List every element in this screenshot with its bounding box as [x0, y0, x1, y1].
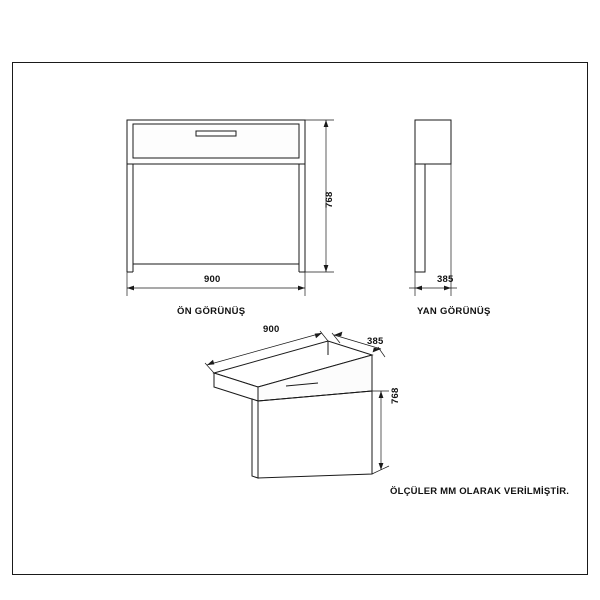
side-view-geometry — [415, 120, 451, 272]
side-view-label: YAN GÖRÜNÜŞ — [417, 306, 491, 317]
persp-depth-dimension-label: 385 — [367, 336, 384, 347]
persp-height-dimension-label: 768 — [390, 387, 401, 404]
front-view-label: ÖN GÖRÜNÜŞ — [177, 306, 246, 317]
persp-width-dimension-label: 900 — [263, 324, 280, 335]
front-height-dimension-label: 768 — [324, 191, 335, 208]
persp-height-dimension — [372, 391, 389, 474]
front-view-geometry — [127, 120, 305, 272]
front-width-dimension-label: 900 — [204, 274, 221, 285]
units-note: ÖLÇÜLER MM OLARAK VERİLMİŞTİR. — [390, 486, 570, 497]
perspective-view-geometry — [214, 341, 372, 478]
side-depth-dimension-label: 385 — [437, 274, 454, 285]
